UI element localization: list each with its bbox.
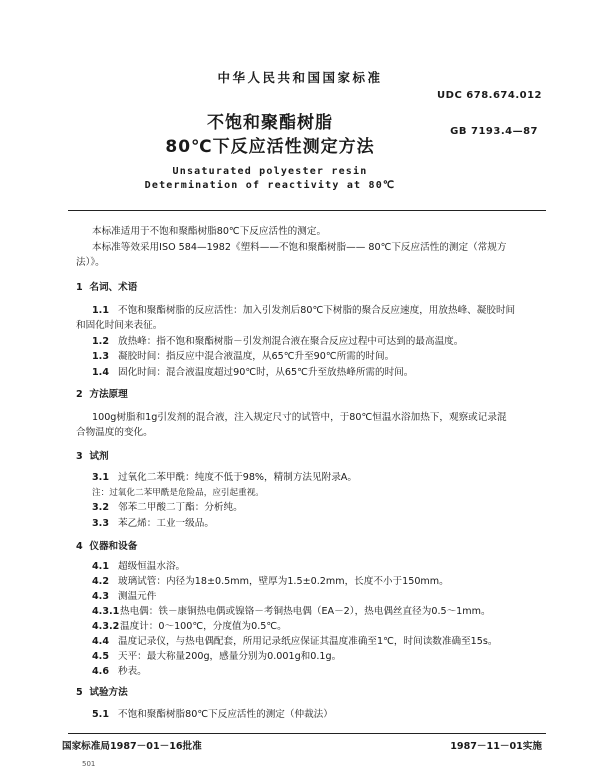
item-4-1-number: 4.1 [92,561,109,572]
section-2-text: 100g树脂和1g引发剂的混合液，注入规定尺寸的试管中，于80℃恒温水浴加热下，观察或记录混 [92,412,507,423]
item-4-3-2 [92,620,287,633]
item-3-1-note: 注：过氧化二苯甲酰是危险品，应引起重视。 [92,488,264,498]
item-1-1-number: 1.1 [92,305,109,316]
item-4-3-1-text: 热电偶：铁－康铜热电偶或镍铬－考铜热电偶（EA－2），热电偶丝直径为0.5～1mm。 [120,606,491,617]
item-3-2 [92,501,243,514]
item-4-6 [92,665,147,678]
item-3-3-text: 苯乙烯：工业一级品。 [118,518,214,529]
section-4-number: 4 [76,541,83,552]
item-4-3-1 [92,605,491,618]
item-1-4-text: 固化时间：混合液温度超过90℃时，从65℃升至放热峰所需的时间。 [118,367,414,378]
item-4-2-text: 玻璃试管：内径为18±0.5mm，壁厚为1.5±0.2mm，长度不小于150mm。 [118,576,449,587]
item-4-3-number: 4.3 [92,591,109,602]
item-1-2-number: 1.2 [92,336,109,347]
item-1-3 [92,350,394,363]
item-1-2 [92,335,463,348]
item-4-4-text: 温度记录仪，与热电偶配套，所用记录纸应保证其温度准确至1℃，时间读数准确至15s。 [118,636,498,647]
item-5-1-text: 不饱和聚酯树脂80℃下反应活性的测定（仲裁法） [118,709,333,720]
effective-date: 1987－11－01实施 [450,741,542,752]
item-1-1-text: 不饱和聚酯树脂的反应活性：加入引发剂后80℃下树脂的聚合反应速度，用放热峰、凝胶时间 [118,305,516,316]
item-3-1-text: 过氧化二苯甲酰：纯度不低于98%，精制方法见附录A。 [118,472,357,483]
title-en-line1: Unsaturated polyester resin [172,166,368,177]
section-1-heading [76,281,137,294]
item-4-5 [92,650,341,663]
item-3-3 [92,517,214,530]
item-4-3-1-number: 4.3.1 [92,606,120,617]
section-3-title: 试剂 [89,451,109,462]
section-2-number: 2 [76,389,83,400]
item-4-1 [92,560,185,573]
item-1-3-number: 1.3 [92,351,109,362]
title-cn-line1: 不饱和聚酯树脂 [207,113,333,133]
section-5-number: 5 [76,687,83,698]
section-4-heading [76,540,137,553]
item-3-1-number: 3.1 [92,472,109,483]
standard-org-title: 中华人民共和国国家标准 [217,70,383,85]
item-4-3-text: 测温元件 [118,591,157,602]
section-1-title: 名词、术语 [89,282,138,293]
section-3-number: 3 [76,451,83,462]
item-4-6-text: 秒表。 [118,666,147,677]
section-3-heading [76,450,109,463]
section-4-title: 仪器和设备 [89,541,138,552]
section-5-heading [76,686,128,699]
intro-scope: 本标准适用于不饱和聚酯树脂80℃下反应活性的测定。 [92,226,327,237]
item-4-6-number: 4.6 [92,666,109,677]
item-1-4-number: 1.4 [92,367,109,378]
gb-code: GB 7193.4—87 [450,126,538,137]
item-3-2-text: 邻苯二甲酸二丁酯：分析纯。 [118,502,243,513]
section-2-text-cont: 合物温度的变化。 [76,427,153,438]
intro-iso-reference-cont: 法）》。 [76,257,105,268]
item-4-1-text: 超级恒温水浴。 [118,561,186,572]
section-2-heading [76,388,128,401]
bottom-divider [68,733,546,734]
intro-iso-reference: 本标准等效采用ISO 584—1982《塑料——不饱和聚酯树脂—— 80℃下反应活性的测定（常规方 [92,242,507,253]
item-1-1-cont: 和固化时间来表征。 [76,320,163,331]
item-3-2-number: 3.2 [92,502,109,513]
item-5-1-number: 5.1 [92,709,109,720]
item-4-4 [92,635,497,648]
item-5-1 [92,708,333,721]
item-3-3-number: 3.3 [92,518,109,529]
item-4-2 [92,575,449,588]
section-1-number: 1 [76,282,83,293]
item-1-4 [92,366,413,379]
udc-code: UDC 678.674.012 [437,90,542,101]
item-4-3 [92,590,156,603]
title-cn-line2: 80℃下反应活性测定方法 [165,137,375,157]
section-2-title: 方法原理 [89,389,128,400]
item-4-5-number: 4.5 [92,651,109,662]
item-4-2-number: 4.2 [92,576,109,587]
title-en-line2: Determination of reactivity at 80℃ [144,180,396,191]
item-4-4-number: 4.4 [92,636,109,647]
section-5-title: 试验方法 [89,687,128,698]
item-3-1 [92,471,357,484]
item-4-5-text: 天平：最大称量200g，感量分别为0.001g和0.1g。 [118,651,342,662]
page-number: 501 [82,760,96,768]
item-1-2-text: 放热峰：指不饱和聚酯树脂－引发剂混合液在聚合反应过程中可达到的最高温度。 [118,336,464,347]
item-1-1 [92,304,515,317]
item-4-3-2-number: 4.3.2 [92,621,120,632]
approval-date: 国家标准局1987－01－16批准 [62,741,202,752]
top-divider [68,210,546,211]
item-1-3-text: 凝胶时间：指反应中混合液温度，从65℃升至90℃所需的时间。 [118,351,395,362]
item-4-3-2-text: 温度计：0～100℃，分度值为0.5℃。 [120,621,287,632]
